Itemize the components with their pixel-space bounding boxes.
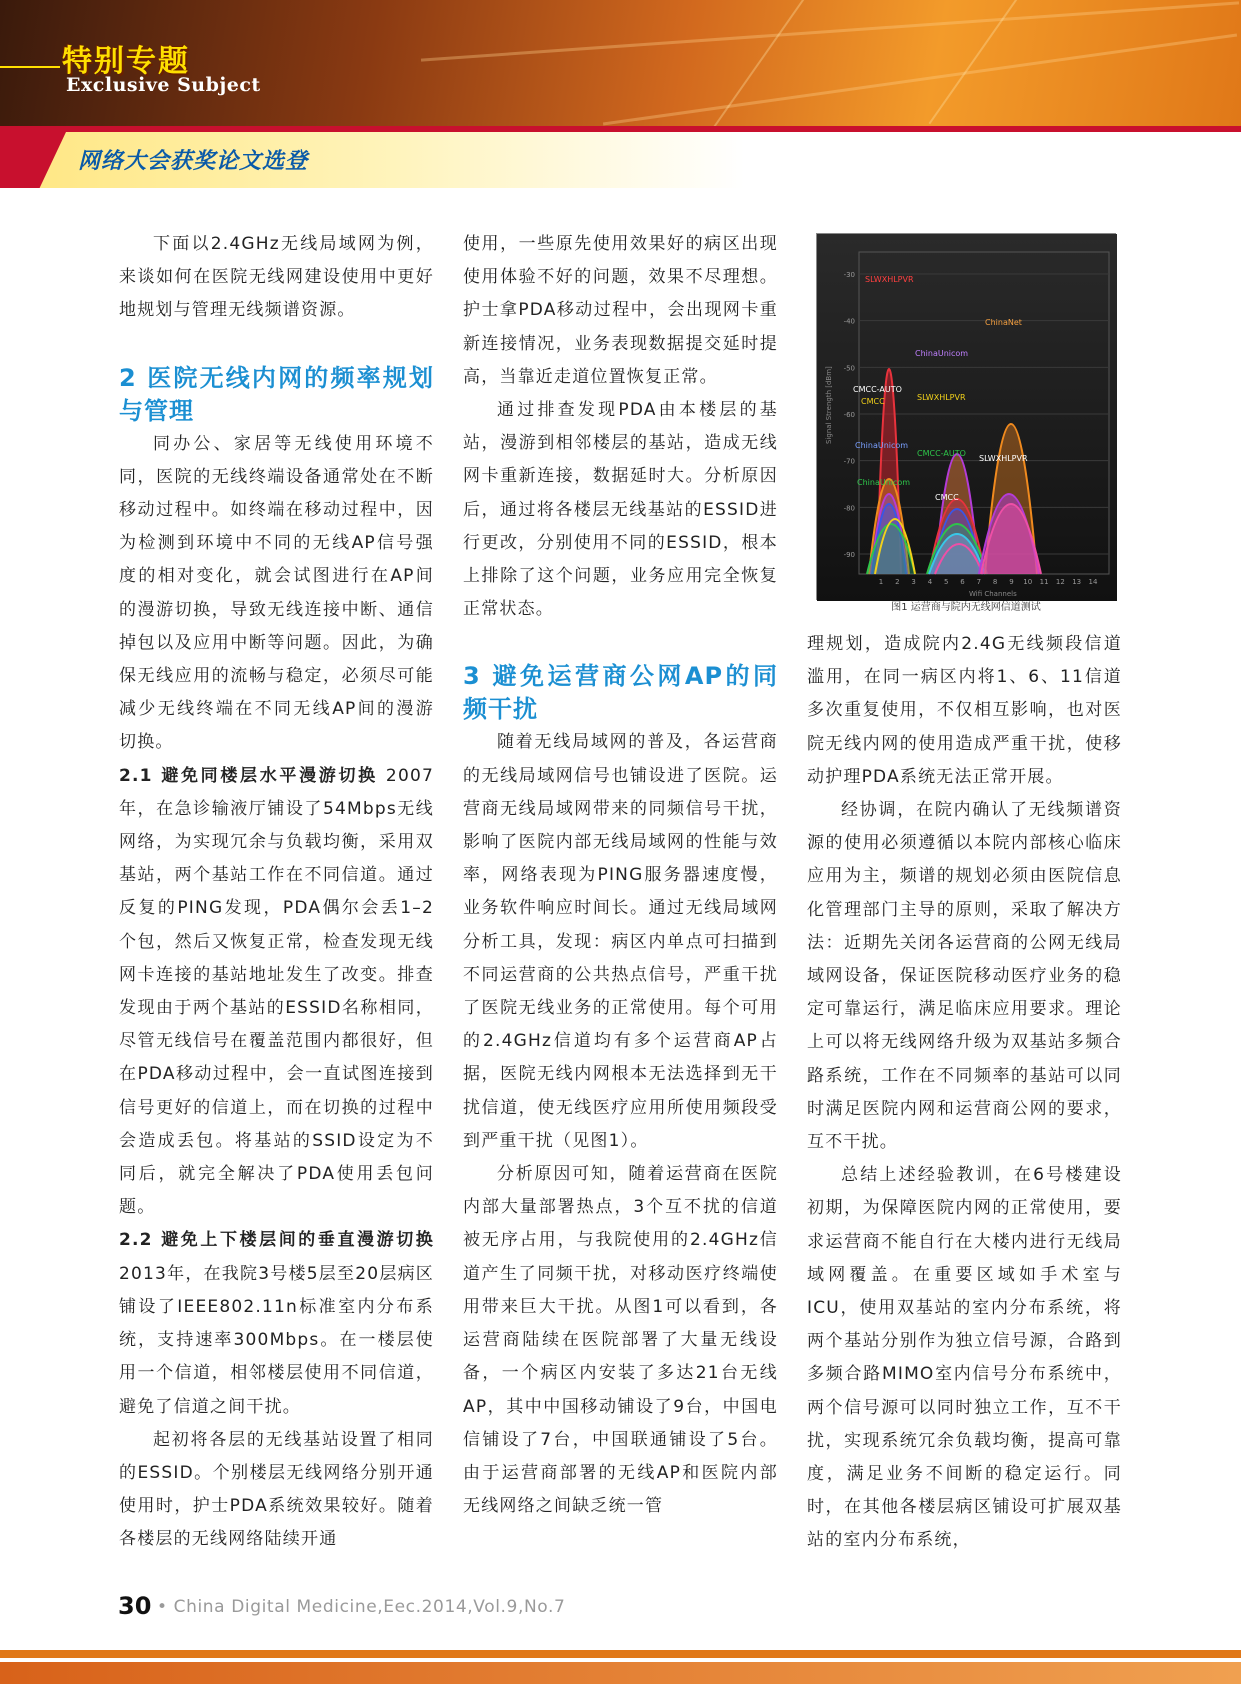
label-l11: CMCC (935, 493, 959, 502)
channel-spectrum-plot (817, 234, 1117, 601)
header-band (0, 0, 1241, 126)
decor-stripe (603, 33, 1237, 125)
x-tick-label: 9 (1009, 578, 1014, 586)
x-tick-label: 14 (1088, 578, 1098, 586)
paragraph-sub22-b: 起初将各层的无线基站设置了相同的ESSID。个别楼层无线网络分别开通使用时，护士PDA系统效果较好。随着各楼层的无线网络陆续开通 (119, 1429, 434, 1550)
paragraph-a: 经协调，在院内确认了无线频谱资源的使用必须遵循以本院内部核心临床应用为主，频谱的规划必须由医院信息化管理部门主导的原则，采取了解决方法：近期先关闭各运营商的公网无线局域网设备，保证医院移动医疗业务的稳定可靠运行，满足临床应用要求。理论上可以将无线网络升级为双基站多频合路系统，工作在不同频率的基站可以同时满足医院内网和运营商公网的要求，互不干扰。 (807, 800, 1122, 1153)
x-tick-label: 11 (1039, 578, 1049, 586)
x-tick-label: 3 (911, 578, 916, 586)
footer-band (0, 1662, 1241, 1684)
subsection-2-2-text: 2013年，在我院3号楼5层至20层病区铺设了IEEE802.11n标准室内分布系统，支持速率300Mbps。在一楼层使用一个信道，相邻楼层使用不同信道，避免了信道之间干扰。 (119, 1263, 434, 1417)
y-axis-label: Signal Strength [dBm] (825, 366, 833, 444)
x-tick-label: 1 (878, 578, 884, 586)
section-3-heading: 3 避免运营商公网AP的同频干扰 (463, 662, 778, 724)
spacer (463, 626, 778, 660)
paragraph-b: 总结上述经验教训，在6号楼建设初期，为保障医院内网的正常使用，要求运营商不能自行在大楼内进行无线局域网覆盖。在重要区域如手术室与ICU，使用双基站的室内分布系统，将两个基站分别作为独立信号源，合路到多频合路MIMO室内信号分布系统中，两个信号源可以同时独立工作，互不干扰，实现系统冗余负载均衡，提高可靠度，满足业务不间断的稳定运行。同时，在其他各楼层病区铺设可扩展双基站的室内分布系统， (807, 1165, 1122, 1551)
label-l10: ChinaUnicom (857, 478, 911, 487)
label-l4: CMCC-AUTO (853, 385, 902, 394)
y-tick-label: -90 (843, 551, 855, 559)
label-l1: SLWXHLPVR (865, 275, 914, 284)
x-tick-label: 4 (927, 578, 933, 586)
y-tick-label: -30 (843, 271, 855, 279)
column-3 (807, 628, 1122, 1558)
subsection-2-1-heading: 2.1 避免同楼层水平漫游切换 (119, 765, 378, 786)
section-tag-en: Exclusive Subject (66, 74, 261, 96)
y-tick-label: -80 (843, 504, 855, 513)
paragraph-sub21 (119, 760, 434, 1225)
figure-caption: 图1 运营商与院内无线网信道测试 (891, 602, 1041, 613)
footer-stripe (0, 1650, 1241, 1658)
x-tick-label: 12 (1055, 578, 1065, 586)
paragraph-a: 通过排查发现PDA由本楼层的基站，漫游到相邻楼层的基站，造成无线网卡重新连接，数据延时大。分析原因后，通过将各楼层无线基站的ESSID进行更改，分别使用不同的ESSID，根本上排除了这个问题，业务应用完全恢复正常状态。 (463, 400, 778, 620)
figure-1 (816, 233, 1116, 600)
paragraph-b: 随着无线局域网的普及，各运营商的无线局域网信号也铺设进了医院。运营商无线局域网带来的同频信号干扰，影响了医院内部无线局域网的性能与效率，网络表现为PING服务器速度慢，业务软件响应时间长。通过无线局域网分析工具，发现：病区内单点可扫描到不同运营商的公共热点信号，严重干扰了医院无线业务的正常使用。每个可用的2.4GHz信道均有多个运营商AP占据，医院无线内网根本无法选择到无干扰信道，使无线医疗应用所使用频段受到严重干扰（见图1）。 (463, 732, 778, 1151)
y-tick-label: -50 (843, 364, 855, 373)
x-axis-label: Wifi Channels (969, 590, 1017, 598)
label-l3: ChinaUnicom (915, 349, 969, 358)
label-l9: SLWXHLPVR (979, 454, 1028, 463)
y-tick-label: -40 (843, 317, 855, 326)
page-number: 30 (118, 1592, 152, 1620)
paragraph-sec2: 同办公、家居等无线使用环境不同，医院的无线终端设备通常处在不断移动过程中。如终端在移动过程中，因为检测到环境中不同的无线AP信号强度的相对变化，就会试图进行在AP间的漫游切换，导致无线连接中断、通信掉包以及应用中断等问题。因此，为确保无线应用的流畅与稳定，必须尽可能减少无线终端在不同无线AP间的漫游切换。 (119, 433, 434, 753)
paragraph-c: 分析原因可知，随着运营商在医院内部大量部署热点，3个互不扰的信道被无序占用，与我院使用的2.4GHz信道产生了同频干扰，对移动医疗终端使用带来巨大干扰。从图1可以看到，各运营商陆续在医院部署了大量无线设备，一个病区内安装了多达21台无线AP，其中中国移动铺设了9台，中国电信铺设了7台，中国联通铺设了5台。由于运营商部署的无线AP和医院内部无线网络之间缺乏统一管 (463, 1164, 778, 1517)
y-tick-label: -60 (843, 411, 855, 419)
subtitle-text: 网络大会获奖论文选登 (78, 149, 309, 174)
x-tick-label: 10 (1023, 578, 1033, 586)
label-l7: ChinaUnicom (855, 441, 909, 450)
subsection-2-1-text: 2007年，在急诊输液厅铺设了54Mbps无线网络，为实现冗余与负载均衡，采用双基站，两个基站工作在不同信道。通过反复的PING发现，PDA偶尔会丢1–2个包，然后又恢复正常，检查发现无线网卡连接的基站地址发生了改变。排查发现由于两个基站的ESSID名称相同，尽管无线信号在覆盖范围内都很好，但在PDA移动过程中，会一直试图连接到信号更好的信道上，而在切换的过程中会造成丢包。将基站的SSID设定为不同后，就完全解决了PDA使用丢包问题。 (119, 765, 434, 1218)
x-tick-label: 13 (1072, 578, 1082, 586)
x-tick-label: 7 (976, 578, 982, 586)
spacer (119, 328, 434, 362)
column-2 (463, 228, 778, 1523)
x-tick-label: 8 (992, 578, 998, 586)
x-tick-label: 5 (943, 578, 949, 586)
paragraph-intro: 下面以2.4GHz无线局域网为例，来谈如何在医院无线网建设使用中更好地规划与管理无线频谱资源。 (119, 234, 434, 321)
y-tick-label: -70 (843, 457, 855, 466)
label-l6: SLWXHLPVR (917, 393, 966, 402)
x-tick-label: 2 (895, 578, 900, 586)
journal-info: • China Digital Medicine,Eec.2014,Vol.9,No.7 (157, 1597, 566, 1617)
label-l2: ChinaNet (985, 318, 1022, 327)
subsection-2-2-heading: 2.2 避免上下楼层间的垂直漫游切换 (119, 1230, 434, 1251)
paragraph-continued: 使用，一些原先使用效果好的病区出现使用体验不好的问题，效果不尽理想。护士拿PDA移动过程中，会出现网卡重新连接情况，业务表现数据提交延时提高，当靠近走道位置恢复正常。 (463, 234, 778, 387)
label-l8: CMCC-AUTO (917, 449, 966, 458)
tag-underline (0, 66, 60, 68)
section-2-heading: 2 医院无线内网的频率规划与管理 (119, 363, 434, 425)
label-l5: CMCC (861, 397, 885, 406)
column-1 (119, 228, 434, 1557)
section-tag-cn: 特别专题 (62, 44, 190, 79)
x-tick-label: 6 (960, 578, 965, 586)
paragraph-sub22 (119, 1224, 434, 1423)
paragraph-continued: 理规划，造成院内2.4G无线频段信道滥用，在同一病区内将1、6、11信道多次重复使用，不仅相互影响，也对医院无线内网的使用造成严重干扰，使移动护理PDA系统无法正常开展。 (807, 634, 1122, 787)
